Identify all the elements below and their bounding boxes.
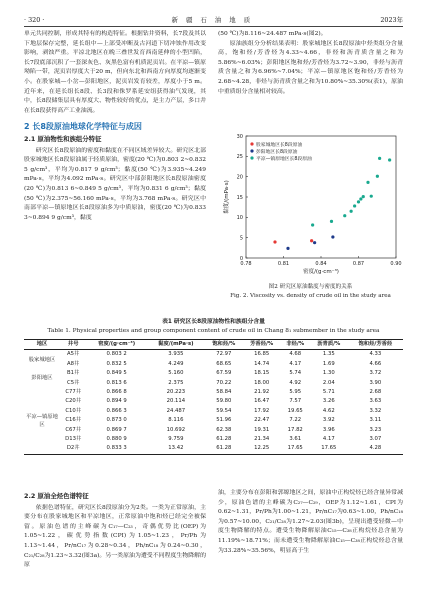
table-header-cell: 非烃/%: [286, 341, 305, 347]
table-cell: 2.68: [369, 389, 382, 396]
table-cell: 0.866 8: [106, 389, 127, 396]
area-cell: 平凉—镇原地区: [26, 413, 58, 428]
table-cell: 1.69: [322, 360, 335, 367]
table-cell: 59.54: [216, 407, 232, 414]
table-cell: 21.92: [254, 389, 270, 396]
table-header-cell: 芳香烃/%: [250, 341, 274, 347]
table-cell: 0.869 7: [106, 426, 127, 433]
table-cell: 20.114: [166, 398, 186, 405]
left-column-bottom: [24, 489, 206, 571]
table-cell: 3.935: [168, 351, 184, 358]
table-header-row: [24, 340, 403, 350]
data-point: [388, 158, 391, 161]
data-point: [370, 195, 373, 198]
table-cell: 59.80: [216, 398, 232, 405]
table-header-cell: 饱和烃/芳香烃: [358, 341, 393, 347]
table-row: [24, 426, 403, 435]
area-cell: 股家城地区: [28, 356, 56, 363]
table-cell: C67井: [65, 426, 82, 433]
table-row: [24, 435, 403, 444]
table-cell: 4.33: [369, 351, 382, 358]
data-table: [24, 339, 403, 455]
table-cell: 0.866 3: [106, 407, 127, 414]
table-caption-en: Table 1. Physical properties and group component content of crude oil in Chang 8₁ submember in the study area: [47, 328, 380, 334]
table-cell: 3.26: [322, 398, 335, 405]
data-point: [310, 239, 313, 242]
table-header-cell: 密度/(g·cm⁻³): [98, 341, 136, 347]
table-cell: B1井: [67, 370, 80, 377]
table-cell: 0.873 0: [106, 417, 127, 424]
paragraph: 研究区长8段原油的密度和黏度在不同区域差异较大。研究区北部股家城地区长8段原油属于轻质原油，密度(20 ℃)为0.803 2~0.832 5 g/cm³，平均为0.817 9 g/cm³；黏度(50 ℃)为3.935~4.249 mPa·s，平均为4.092 mPa·s。研究区中部彭阳地区长8段原油密度(20 ℃)为0.813 6~0.849 5 g/cm³，平均为0.831 6 g/cm³；黏度(50 ℃)为2.375~56.160 mPa·s，平均为3.768 mPa·s。研究区中南部平凉—镇原地区长8段原油多为中质原油，密度(20 ℃)为0.833 3~0.894 9 g/cm³，黏度: [24, 147, 206, 221]
table-cell: 9.759: [168, 436, 184, 443]
table-cell: 0.832 5: [106, 360, 127, 367]
legend-label: 平凉—镇原地区长8段原油: [256, 156, 312, 162]
table-cell: 3.90: [369, 379, 382, 386]
table-cell: C5井: [67, 379, 80, 386]
area-cell: 彭阳地区: [31, 374, 53, 381]
y-tick-label: 10: [236, 215, 243, 222]
table-cell: 17.82: [287, 426, 303, 433]
table-row: [24, 416, 403, 425]
table-cell: 0.894 9: [106, 398, 127, 405]
left-column: [24, 30, 206, 223]
table-cell: 7.57: [289, 398, 302, 405]
table-cell: 67.59: [216, 370, 232, 377]
table-cell: 2.04: [322, 379, 335, 386]
data-point: [366, 181, 369, 184]
paragraph: (50 ℃)为8.116~24.487 mPa·s(图2)。: [218, 31, 327, 37]
paragraph: 单元共同控制，形成其特有的构造特征。根据钻井资料，长7段及其以下地层保存完整，延长组中—上部受冲断及古河道下切冲蚀作用改变影响，剥蚀严重。平凉北地区在晚三叠世发育西南延伸的小型凹陷，长7段底部沉积了一套深灰色、灰黑色富有机质泥页岩。在平凉—镇原坳陷一带，泥页岩厚度大于20 m，但向东北和西南方向厚度均逐渐变小。在股家城—小岔—彭阳地区，泥页岩发育较差，厚度小于5 m。近年来，在延长组长8段、长3段和侏罗系延安组获得油气发现，其中，长8段储集层具有厚度大、物性较好的优点，是主力产层，多口井在长8段获得高产工业油流。: [24, 31, 206, 114]
table-cell: 3.92: [322, 417, 335, 424]
table-cell: 58.84: [216, 389, 232, 396]
table-cell: 4.17: [289, 360, 302, 367]
table-header-cell: 沥青质/%: [317, 341, 341, 347]
right-column: [218, 30, 403, 97]
table-cell: 3.11: [369, 417, 382, 424]
table-cell: 4.68: [289, 351, 302, 358]
table-header-cell: 井号: [67, 341, 79, 347]
table-row: [24, 407, 403, 416]
data-point: [286, 247, 289, 250]
legend-marker: [250, 149, 253, 152]
table-cell: 0.880 9: [106, 436, 127, 443]
year: 2023年: [380, 16, 403, 24]
data-point: [313, 241, 316, 244]
table-cell: 18.00: [254, 379, 270, 386]
table-cell: 1.35: [322, 351, 335, 358]
table-cell: C10井: [65, 407, 82, 414]
table-row: [24, 388, 403, 397]
table-cell: 17.92: [254, 407, 270, 414]
table-cell: 17.65: [321, 445, 337, 452]
table-caption-cn: 表1 研究区长8段原油物性和族组分含量: [162, 319, 265, 325]
data-point: [376, 175, 379, 178]
table-header-cell: 饱和烃/%: [212, 341, 236, 347]
table-cell: 16.47: [254, 398, 270, 405]
table-cell: 21.34: [254, 436, 270, 443]
x-tick-label: 0.81: [277, 261, 290, 267]
subsection-heading: 2.1 原油物性和族组分特征: [24, 134, 102, 143]
scatter-chart: [220, 130, 402, 280]
table-cell: 14.74: [254, 360, 270, 367]
table-cell: 13.42: [168, 445, 184, 452]
table-cell: 0.813 6: [106, 379, 127, 386]
table-cell: 4.66: [369, 360, 382, 367]
table-cell: C16井: [65, 417, 82, 424]
table-cell: A8井: [67, 360, 80, 367]
table-cell: 17.65: [287, 445, 303, 452]
table-cell: 72.97: [216, 351, 232, 358]
data-point: [311, 223, 314, 226]
table-cell: 2.375: [168, 379, 184, 386]
x-tick-label: 0.90: [390, 261, 402, 267]
table-cell: 3.72: [369, 370, 382, 377]
table-cell: D13井: [65, 436, 82, 443]
table-cell: 12.25: [254, 445, 270, 452]
x-tick-label: 0.84: [315, 261, 327, 267]
y-tick-label: 0: [239, 255, 243, 262]
table-cell: 68.65: [216, 360, 232, 367]
right-column-bottom: [218, 489, 403, 556]
table-cell: 8.116: [168, 417, 184, 424]
y-tick-label: 25: [236, 154, 243, 161]
table-cell: 5.95: [289, 389, 302, 396]
table-cell: 4.62: [322, 407, 335, 414]
table-cell: 5.74: [289, 370, 302, 377]
y-tick-label: 15: [236, 194, 243, 201]
table-cell: 61.28: [216, 445, 232, 452]
table-row: [24, 397, 403, 406]
table-cell: 10.692: [166, 426, 186, 433]
figure-caption-en: Fig. 2. Viscosity vs. density of crude oil in the study area: [230, 293, 391, 299]
data-point: [357, 200, 360, 203]
table-cell: 3.23: [369, 426, 382, 433]
table-header-cell: 地区: [36, 341, 48, 347]
y-axis-label: 黏度/(mPa·s): [224, 180, 230, 214]
table-row: [24, 350, 403, 360]
table-cell: 7.22: [289, 417, 302, 424]
table-cell: 4.249: [168, 360, 184, 367]
data-point: [273, 240, 276, 243]
table-cell: A5井: [67, 351, 80, 358]
table-cell: C20井: [65, 398, 82, 405]
table-cell: 51.96: [216, 417, 232, 424]
table-row: [24, 360, 403, 369]
data-point: [362, 195, 365, 198]
y-tick-label: 30: [236, 133, 243, 140]
table-cell: 3.32: [369, 407, 382, 414]
table-cell: 19.31: [254, 426, 270, 433]
section-heading: 2 长8段原油地球化学特征与成因: [24, 122, 142, 132]
x-tick-label: 0.78: [240, 261, 252, 267]
y-tick-label: 5: [239, 235, 243, 242]
legend-label: 股家城地区长8段原油: [256, 142, 303, 148]
table-row: [24, 444, 403, 454]
page-number: · 320 ·: [24, 16, 45, 24]
table-cell: 4.92: [289, 379, 302, 386]
legend-marker: [250, 156, 253, 159]
data-point: [331, 235, 334, 238]
x-axis-label: 密度/(g·cm⁻³): [303, 269, 339, 275]
legend-marker: [250, 142, 253, 145]
table-cell: 3.96: [322, 426, 335, 433]
table-cell: 61.28: [216, 436, 232, 443]
table-cell: 0.849 5: [106, 370, 127, 377]
table-cell: 24.487: [166, 407, 186, 414]
figure-2: [220, 130, 402, 280]
table-cell: 4.17: [322, 436, 335, 443]
data-point: [343, 214, 346, 217]
y-tick-label: 20: [236, 174, 243, 181]
table-cell: 3.61: [289, 436, 302, 443]
table-row: [24, 379, 403, 388]
table-cell: D2井: [66, 445, 80, 452]
page-header: [24, 10, 403, 27]
table-cell: 22.47: [254, 417, 270, 424]
table-cell: 4.28: [369, 445, 382, 452]
table-cell: 16.85: [254, 351, 270, 358]
paragraph: 依据色谱特征，研究区长8段原油分为2类。一类为正常原油，主要分布在股家城地区和平凉地区，正常原油中饱和烃已经完全被保留。原油色谱的主峰碳为C₁₇—C₂₃，奇偶优势比(OEP)为1.05~1.22，碳优势指数(CPI)为1.05~1.23，Pr/Ph为1.13~1.44，Pr/nC₁₇为0.28~0.34，Ph/nC₁₈为0.24~0.30，C₂₁/C₂₈为1.23~3.32(图3a)。另一类原油为遭受不同程度生物降解的原: [24, 504, 206, 569]
table-cell: 19.65: [287, 407, 303, 414]
table-cell: 3.63: [369, 398, 382, 405]
table-cell: 5.160: [168, 370, 184, 377]
x-tick-label: 0.87: [352, 261, 365, 267]
data-point: [350, 210, 353, 213]
figure-caption-cn: 图2 研究区原油黏度与密度的关系: [268, 284, 353, 290]
data-point: [359, 197, 362, 200]
table-row: [24, 369, 403, 378]
data-point: [353, 204, 356, 207]
table-cell: 5.71: [322, 389, 335, 396]
legend-label: 彭阳地区长8段原油: [256, 149, 298, 155]
table-cell: 62.38: [216, 426, 232, 433]
table-header-cell: 黏度/(mPa·s): [158, 341, 194, 347]
paragraph: 油，主要分布在彭阳和郭塬地区之间，原油中正构烷烃已经含量异常减少，原油色谱的主峰碳为C₂₇—C₂₉，OEP为1.12~1.61，CPI为0.62~1.31，Pr/Ph为1.00~1.21，Pr/nC₁₇为0.63~1.00，Ph/nC₁₈为0.57~10.00，C₂₁/C₂₈为1.27~2.03(图3b)，呈现出遭受轻微—中度生物降解的特点。遭受生物降解原油C₁₅—C₃₈正构烷烃总含量为11.19%~18.71%；而未遭受生物降解原油C₁₅—C₃₈正构烷烃总含量为33.28%~35.56%，明显高于生: [218, 490, 403, 554]
table-cell: 20.223: [166, 389, 186, 396]
journal-name: 新 疆 石 油 地 质: [171, 16, 254, 24]
data-point: [378, 157, 381, 160]
paragraph: 原油族组分分析结果表明：股家城地区长8段原油中烃类组分含量高，饱和烃/芳香烃为4.33~4.66，非烃和沥青质含量之和为5.86%~6.03%；彭阳地区饱和烃/芳香烃为3.72~3.90，非烃与沥青质含量之和为6.96%~7.04%；平凉—镇原地区饱和烃/芳香烃为2.68~4.28，非烃与沥青质含量之和为10.80%~35.30%(表1)，原油中重质组分含量相对较高。: [218, 40, 403, 95]
table-cell: 0.833 3: [106, 445, 127, 452]
data-point: [330, 220, 333, 223]
table-cell: C77井: [65, 389, 82, 396]
table-cell: 70.22: [216, 379, 232, 386]
table-cell: 0.803 2: [106, 351, 127, 358]
subsection-heading: 2.2 原油全烃色谱特征: [24, 492, 89, 500]
table-cell: 1.30: [322, 370, 335, 377]
table-cell: 18.15: [254, 370, 270, 377]
table-cell: 3.07: [369, 436, 382, 443]
